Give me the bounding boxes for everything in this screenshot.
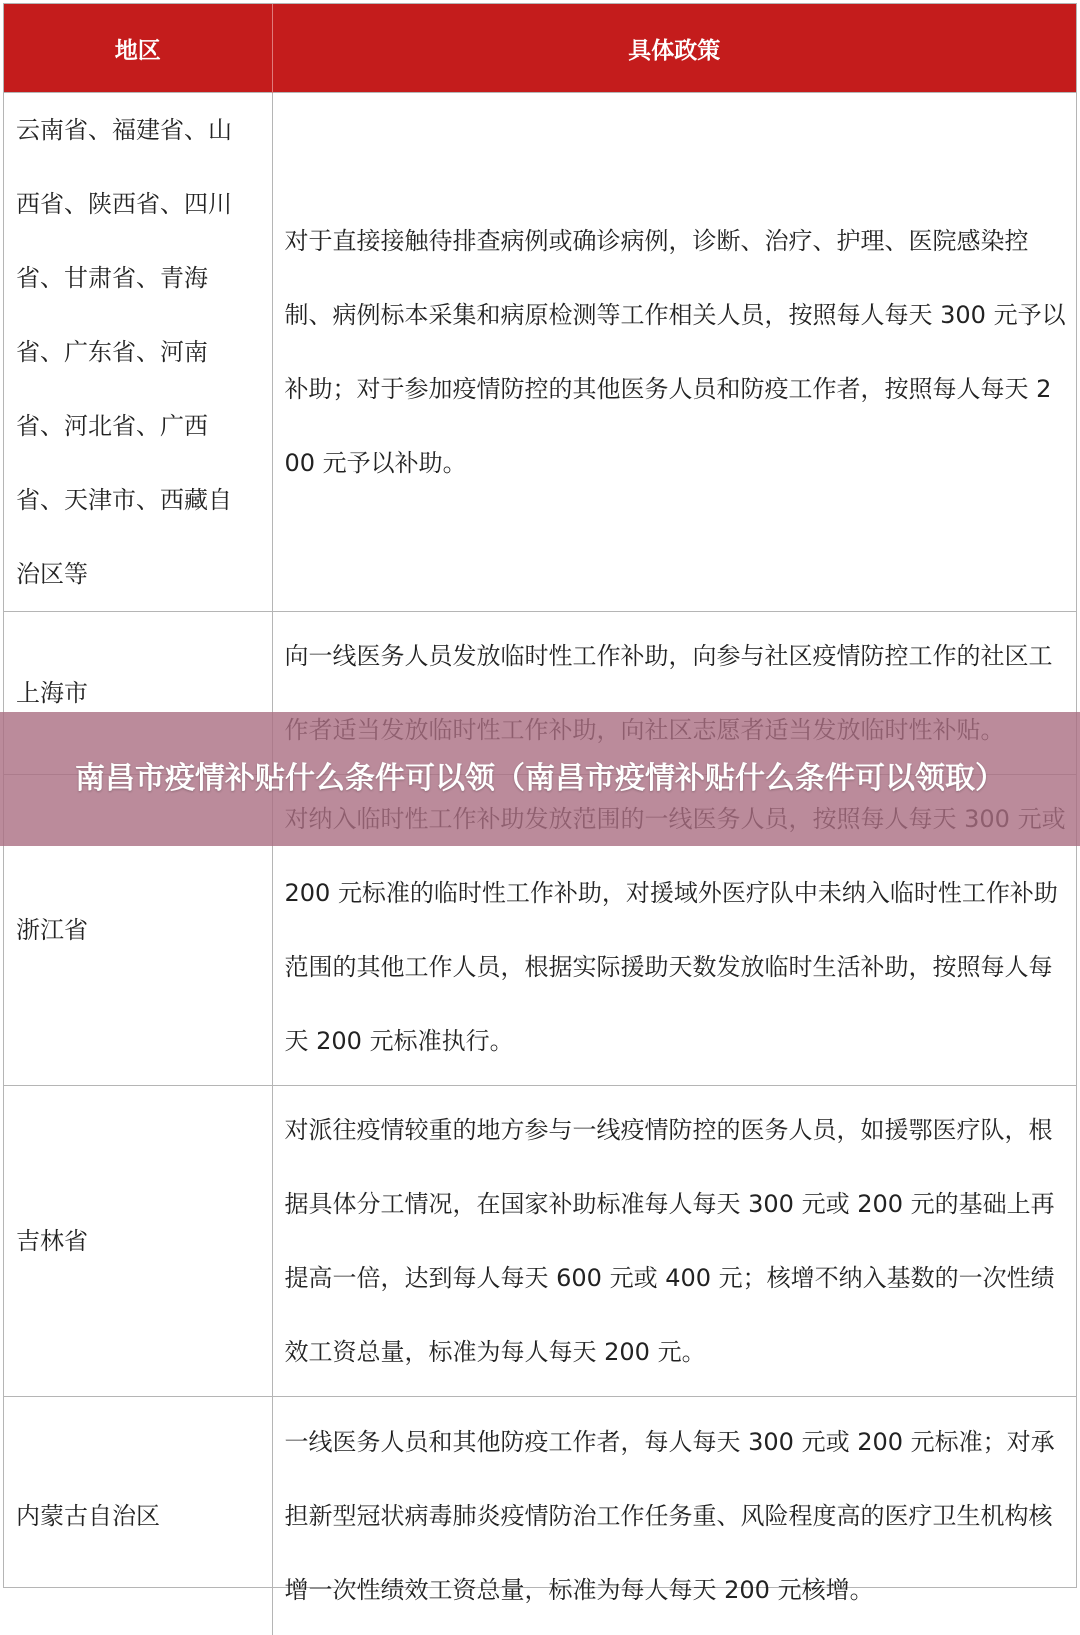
banner-title: 南昌市疫情补贴什么条件可以领（南昌市疫情补贴什么条件可以领取）	[75, 757, 1005, 801]
policy-cell: 对派往疫情较重的地方参与一线疫情防控的医务人员，如援鄂医疗队，根据具体分工情况，在国家补助标准每人每天 300 元或 200 元的基础上再提高一倍，达到每人每天 600 元或 400 元；核增不纳入基数的一次性绩效工资总量，标准为每人每天 200 元。	[272, 1086, 1076, 1397]
policy-cell: 向一线医务人员发放临时性工作补助，向参与社区疫情防控工作的社区工	[272, 612, 1076, 775]
header-policy: 具体政策	[272, 4, 1076, 93]
policy-cell: 200 元标准的临时性工作补助，对援域外医疗队中未纳入临时性工作补助范围的其他工作人员，根据实际援助天数发放临时生活补助，按照每人每天 200 元标准执行。	[272, 775, 1076, 1086]
region-cell: 云南省、福建省、山西省、陕西省、四川省、甘肃省、青海省、广东省、河南省、河北省、广西省、天津市、西藏自治区等	[4, 93, 272, 612]
region-cell: 吉林省	[4, 1086, 272, 1397]
region-cell: 浙江省	[4, 775, 272, 1086]
policy-cell: 一线医务人员和其他防疫工作者，每人每天 300 元或 200 元标准；对承担新型冠状病毒肺炎疫情防治工作任务重、风险程度高的医疗卫生机构核增一次性绩效工资总量，标准为每人每天 200 元核增。	[272, 1397, 1076, 1635]
region-cell: 内蒙古自治区	[4, 1397, 272, 1635]
table-row	[4, 1086, 1076, 1397]
table-header-row	[4, 4, 1076, 93]
header-region: 地区	[4, 4, 272, 93]
table-row	[4, 1397, 1076, 1635]
table-row	[4, 93, 1076, 612]
policy-cell: 对于直接接触待排查病例或确诊病例，诊断、治疗、护理、医院感染控制、病例标本采集和病原检测等工作相关人员，按照每人每天 300 元予以补助；对于参加疫情防控的其他医务人员和防疫工作者，按照每人每天 200 元予以补助。	[272, 93, 1076, 612]
region-cell: 上海市	[4, 612, 272, 775]
title-banner	[0, 712, 1080, 846]
